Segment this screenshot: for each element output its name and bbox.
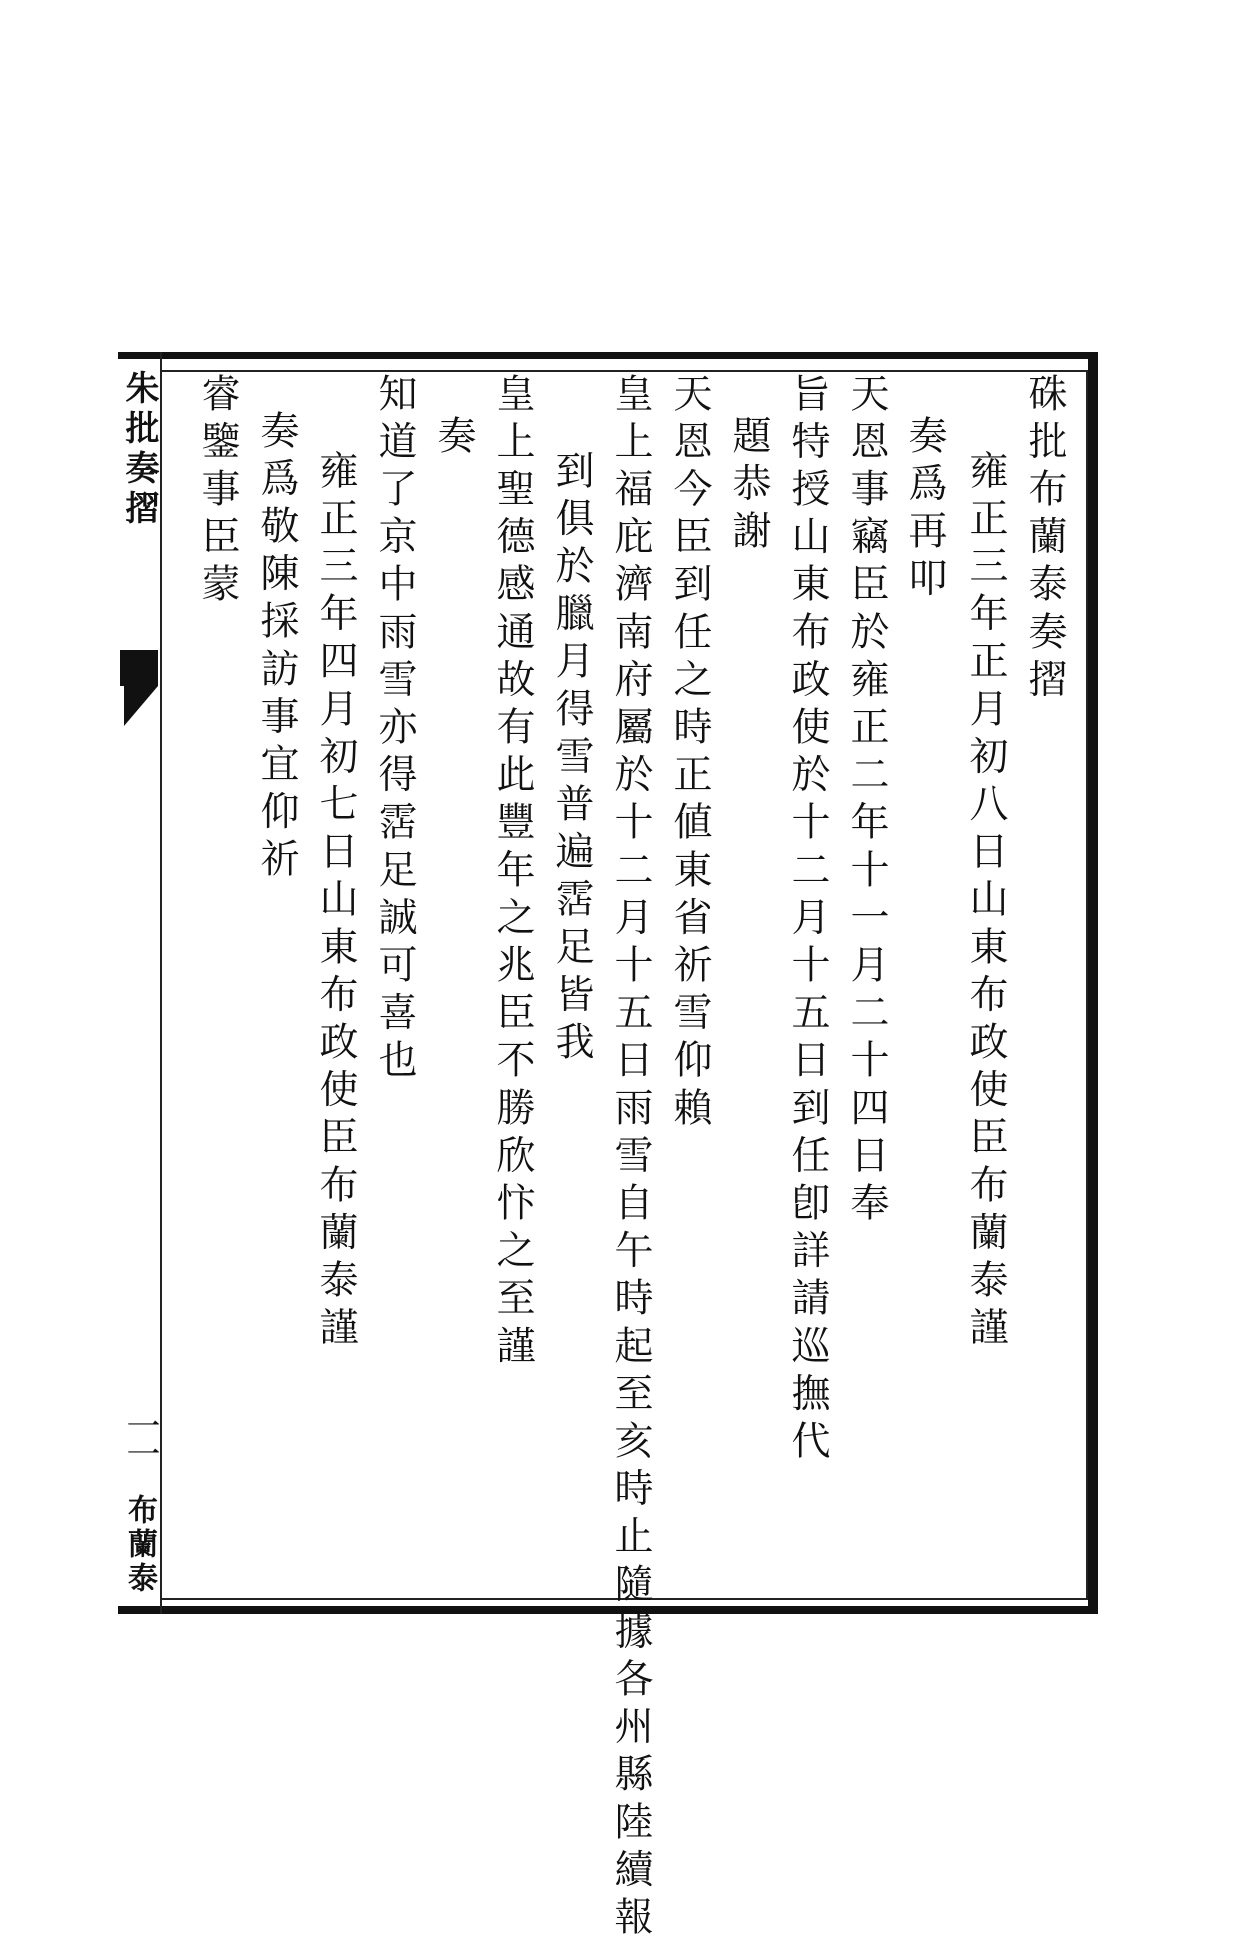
margin-author: 布蘭泰 [122, 1494, 157, 1596]
text-column: 雍正三年四月初七日山東布政使臣布蘭泰謹 [313, 450, 358, 1355]
text-column: 旨特授山東布政使於十二月十五日到任卽詳請巡撫代 [785, 373, 830, 1468]
fishtail-mark [124, 686, 158, 726]
black-bar [120, 650, 158, 686]
text-column: 睿鑒事臣蒙 [195, 373, 240, 611]
text-column: 皇上福庇濟南府屬於十二月十五日雨雪自午時起至亥時止隨據各州縣陸續報 [608, 373, 653, 1944]
text-column: 天恩今臣到任之時正値東省祈雪仰賴 [667, 373, 712, 1135]
text-column: 皇上聖德感通故有此豐年之兆臣不勝欣忭之至謹 [490, 373, 535, 1373]
text-column: 知道了京中雨雪亦得霑足誠可喜也 [372, 373, 417, 1087]
text-column: 到俱於臘月得雪普遍霑足皆我 [549, 450, 594, 1069]
page-number: 一一 [120, 1408, 160, 1464]
text-column: 天恩事竊臣於雍正二年十一月二十四日奉 [844, 373, 889, 1230]
text-column: 奏 [431, 415, 476, 463]
margin-title: 朱批奏摺 [119, 370, 159, 530]
text-column: 題恭謝 [726, 415, 771, 558]
text-column: 奏爲再叩 [902, 415, 947, 606]
text-column: 奏爲敬陳採訪事宜仰祈 [254, 410, 299, 886]
text-column: 雍正三年正月初八日山東布政使臣布蘭泰謹 [963, 450, 1008, 1355]
text-column: 硃批布蘭泰奏摺 [1022, 373, 1067, 707]
